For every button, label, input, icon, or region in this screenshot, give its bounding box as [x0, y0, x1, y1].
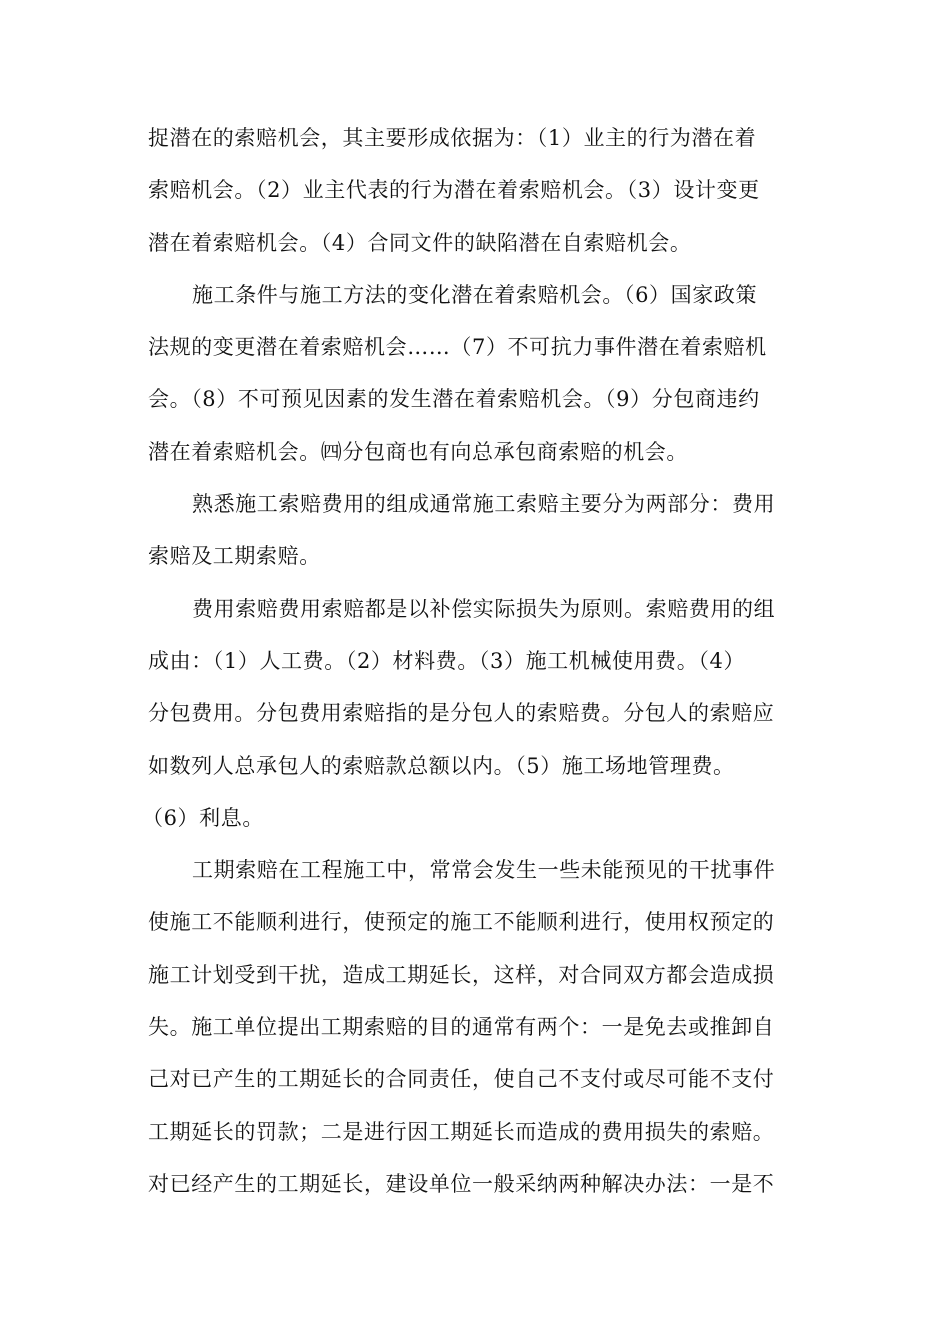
text-line: 潜在着索赔机会。㈣分包商也有向总承包商索赔的机会。: [148, 439, 688, 464]
text-line: 对已经产生的工期延长，建设单位一般采纳两种解决办法：一是不: [148, 1171, 775, 1196]
text-line: 分包费用。分包费用索赔指的是分包人的索赔费。分包人的索赔应: [148, 701, 775, 726]
text-line: 索赔机会。（2）业主代表的行为潜在着索赔机会。（3）设计变更: [148, 178, 760, 203]
paragraph-first-line: 熟悉施工索赔费用的组成通常施工索赔主要分为两部分：费用: [192, 492, 776, 517]
text-line: 工期延长的罚款；二是进行因工期延长而造成的费用损失的索赔。: [148, 1119, 775, 1144]
paragraph-first-line: 工期索赔在工程施工中，常常会发生一些未能预见的干扰事件: [192, 858, 776, 883]
text-line: 如数列人总承包人的索赔款总额以内。（5）施工场地管理费。: [148, 753, 735, 778]
paragraph-first-line: 费用索赔费用索赔都是以补偿实际损失为原则。索赔费用的组: [192, 596, 776, 621]
text-line: 己对已产生的工期延长的合同责任，使自己不支付或尽可能不支付: [148, 1067, 775, 1092]
text-line: 捉潜在的索赔机会，其主要形成依据为：（1）业主的行为潜在着: [148, 126, 757, 150]
text-line: 会。（8）不可预见因素的发生潜在着索赔机会。（9）分包商违约: [148, 387, 760, 412]
text-line: 失。施工单位提出工期索赔的目的通常有两个：一是免去或推卸自: [148, 1015, 775, 1040]
paragraph-first-line: 施工条件与施工方法的变化潜在着索赔机会。（6）国家政策: [192, 282, 758, 307]
text-line: 索赔及工期索赔。: [148, 544, 321, 569]
text-line: 施工计划受到干扰，造成工期延长，这样，对合同双方都会造成损: [148, 962, 775, 987]
text-line: （6）利息。: [142, 805, 264, 830]
text-line: 使施工不能顺利进行，使预定的施工不能顺利进行，使用权预定的: [148, 910, 775, 935]
text-line: 法规的变更潜在着索赔机会……（7）不可抗力事件潜在着索赔机: [148, 335, 767, 360]
text-line: 潜在着索赔机会。（4）合同文件的缺陷潜在自索赔机会。: [148, 230, 692, 255]
body-text: [142, 112, 800, 1210]
text-line: 成由：（1）人工费。（2）材料费。（3）施工机械使用费。（4）: [148, 648, 746, 673]
